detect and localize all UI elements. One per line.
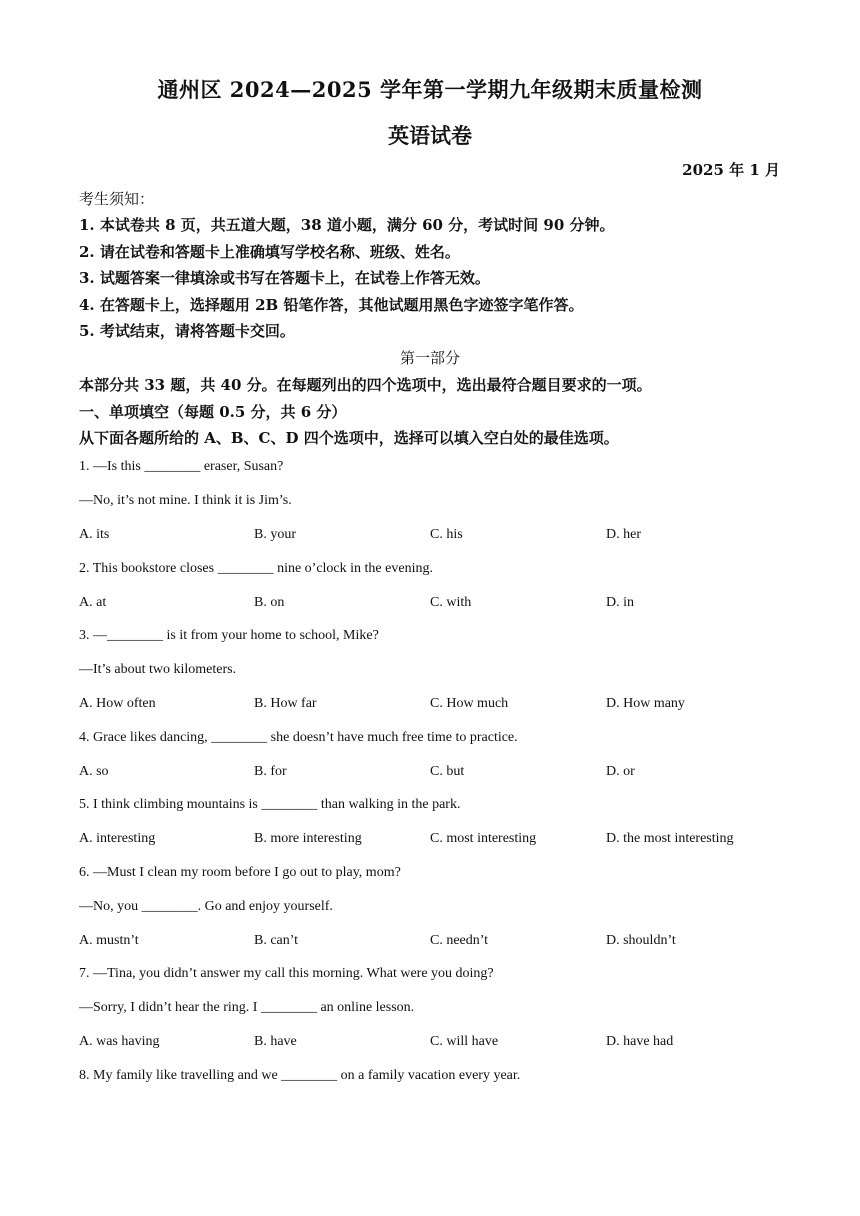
question-stem: 2. This bookstore closes ________ nine o’clock in the evening.	[79, 561, 433, 576]
question-stem: 1. —Is this ________ eraser, Susan?	[79, 459, 284, 474]
question-stem: —No, it’s not mine. I think it is Jim’s.	[79, 493, 292, 508]
option-d: D. in	[606, 595, 634, 610]
option-c: C. How much	[430, 696, 509, 711]
section-title: 一、单项填空（每题 0.5 分，共 6 分）	[79, 403, 347, 421]
option-a: A. was having	[79, 1034, 160, 1049]
option-c: C. most interesting	[430, 831, 537, 846]
option-c: C. with	[430, 595, 472, 610]
option-d: D. the most interesting	[606, 831, 734, 846]
option-c: C. his	[430, 527, 463, 542]
option-b: B. How far	[254, 696, 317, 711]
option-a: A. so	[79, 764, 109, 779]
exam-subtitle: 英语试卷	[388, 123, 472, 148]
notice-item: 3. 试题答案一律填涂或书写在答题卡上，在试卷上作答无效。	[79, 269, 490, 287]
section-instruction: 从下面各题所给的 A、B、C、D 四个选项中，选择可以填入空白处的最佳选项。	[79, 429, 619, 447]
question-stem: 8. My family like travelling and we ________ on a family vacation every year.	[79, 1068, 521, 1083]
option-d: D. have had	[606, 1034, 674, 1049]
notice-item: 2. 请在试卷和答题卡上准确填写学校名称、班级、姓名。	[79, 243, 460, 261]
option-a: A. interesting	[79, 831, 156, 846]
option-a: A. How often	[79, 696, 156, 711]
option-b: B. on	[254, 595, 285, 610]
option-a: A. its	[79, 527, 110, 542]
exam-date: 2025 年 1 月	[682, 161, 780, 179]
option-b: B. your	[254, 527, 296, 542]
option-c: C. will have	[430, 1034, 499, 1049]
question-stem: 3. —________ is it from your home to school, Mike?	[79, 628, 379, 643]
notice-item: 5. 考试结束，请将答题卡交回。	[79, 322, 295, 340]
exam-title: 通州区 2024—2025 学年第一学期九年级期末质量检测	[157, 77, 703, 102]
option-a: A. mustn’t	[79, 933, 139, 948]
option-a: A. at	[79, 595, 107, 610]
question-stem: 4. Grace likes dancing, ________ she doesn’t have much free time to practice.	[79, 730, 518, 745]
option-b: B. can’t	[254, 933, 299, 948]
option-d: D. shouldn’t	[606, 933, 676, 948]
part-heading: 第一部分	[399, 349, 460, 367]
notice-item: 4. 在答题卡上，选择题用 2B 铅笔作答，其他试题用黑色字迹签字笔作答。	[79, 296, 584, 314]
notice-heading: 考生须知：	[79, 190, 155, 208]
option-d: D. her	[606, 527, 641, 542]
option-c: C. needn’t	[430, 933, 489, 948]
question-stem: 6. —Must I clean my room before I go out to play, mom?	[79, 865, 401, 880]
part-intro: 本部分共 33 题，共 40 分。在每题列出的四个选项中，选出最符合题目要求的一项。	[79, 376, 652, 394]
option-d: D. How many	[606, 696, 685, 711]
question-stem: —It’s about two kilometers.	[79, 662, 237, 677]
option-b: B. have	[254, 1034, 297, 1049]
option-b: B. more interesting	[254, 831, 362, 846]
option-b: B. for	[254, 764, 287, 779]
question-stem: 5. I think climbing mountains is ________ than walking in the park.	[79, 797, 461, 812]
notice-item: 1. 本试卷共 8 页，共五道大题，38 道小题，满分 60 分，考试时间 90 分钟。	[79, 216, 615, 234]
question-stem: —No, you ________. Go and enjoy yourself.	[79, 899, 333, 914]
question-stem: 7. —Tina, you didn’t answer my call this morning. What were you doing?	[79, 966, 494, 981]
question-stem: —Sorry, I didn’t hear the ring. I ________ an online lesson.	[79, 1000, 415, 1015]
option-c: C. but	[430, 764, 465, 779]
option-d: D. or	[606, 764, 635, 779]
